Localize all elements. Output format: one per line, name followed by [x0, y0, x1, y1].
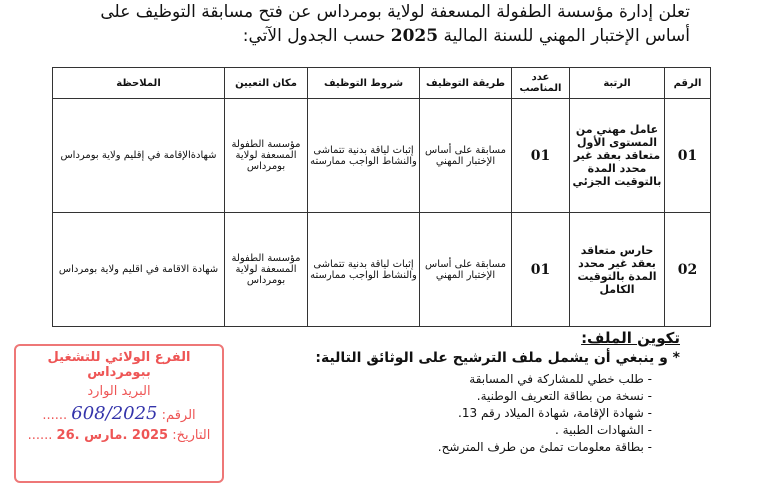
recruitment-table	[52, 67, 711, 327]
intro-text: حسب الجدول الآتي:	[242, 26, 386, 46]
stamp-date: التاريخ: 2025 .مارس .26 ......	[27, 428, 211, 443]
cell-note: شهادة الاقامة في اقليم ولاية بومرداس	[53, 213, 225, 327]
stamp-subtitle: البريد الوارد	[87, 384, 151, 399]
year: 2025	[390, 26, 439, 46]
list-item: - الشهادات الطبية .	[555, 423, 652, 437]
stamp-number-value: 608/2025	[71, 403, 158, 424]
cell-note: شهادةالإقامة في إقليم ولاية بومرداس	[53, 99, 225, 213]
list-item: - طلب خطي للمشاركة في المسابقة	[469, 372, 652, 386]
cell-positions: 01	[512, 213, 570, 327]
list-item: - بطاقة معلومات تملئ من طرف المترشح.	[437, 440, 652, 454]
file-heading: تكوين الملف:	[581, 329, 680, 347]
stamp-label: الرقم:	[161, 408, 196, 423]
list-item: - نسخة من بطاقة التعريف الوطنية.	[476, 389, 652, 403]
header-cell: شروط التوظيف	[308, 68, 420, 99]
header-cell: مكان التعيين	[225, 68, 308, 99]
cell-number: 01	[665, 99, 711, 213]
header-cell: الرقم	[665, 68, 711, 99]
cell-positions: 01	[512, 99, 570, 213]
stamp-title: الفرع الولائي للتشغيل ببومرداس	[47, 350, 191, 380]
cell-conditions: إثبات لياقة بدنية تتماشى والنشاط الواجب ممارسته	[308, 99, 420, 213]
stamp-number: الرقم: 608/2025 ......	[42, 403, 196, 424]
incoming-mail-stamp	[14, 344, 224, 483]
intro-line-2	[243, 26, 690, 46]
intro-line-1: تعلن إدارة مؤسسة الطفولة المسعفة لولاية بومرداس عن فتح مسابقة التوظيف على	[100, 2, 690, 22]
cell-number: 02	[665, 213, 711, 327]
cell-rank: عامل مهني من المستوى الأول متعاقد بعقد غير محدد المدة بالتوقيت الجزئي	[570, 99, 665, 213]
stamp-date-value: 2025 .مارس .26	[56, 428, 169, 443]
cell-location: مؤسسة الطفولة المسعفة لولاية بومرداس	[225, 99, 308, 213]
file-subtitle: * و ينبغي أن يشمل ملف الترشيح على الوثائق التالية:	[315, 350, 680, 366]
cell-location: مؤسسة الطفولة المسعفة لولاية بومرداس	[225, 213, 308, 327]
stamp-label: التاريخ:	[172, 428, 211, 443]
table-row	[53, 213, 711, 327]
intro-text: أساس الإختبار المهني للسنة المالية	[443, 26, 690, 46]
cell-rank: حارس متعاقد بعقد غير محدد المدة بالتوقيت الكامل	[570, 213, 665, 327]
header-cell: الرتبة	[570, 68, 665, 99]
cell-method: مسابقة على أساس الإختبار المهني	[420, 99, 512, 213]
header-cell: الملاحظة	[53, 68, 225, 99]
cell-conditions: إثبات لياقة بدنية تتماشى والنشاط الواجب ممارسته	[308, 213, 420, 327]
header-cell: عدد المناصب	[512, 68, 570, 99]
header-cell: طريقة التوظيف	[420, 68, 512, 99]
cell-method: مسابقة على أساس الإختبار المهني	[420, 213, 512, 327]
list-item: - شهادة الإقامة، شهادة الميلاد رقم 13.	[458, 406, 652, 420]
table-header	[53, 68, 711, 99]
table-row	[53, 99, 711, 213]
